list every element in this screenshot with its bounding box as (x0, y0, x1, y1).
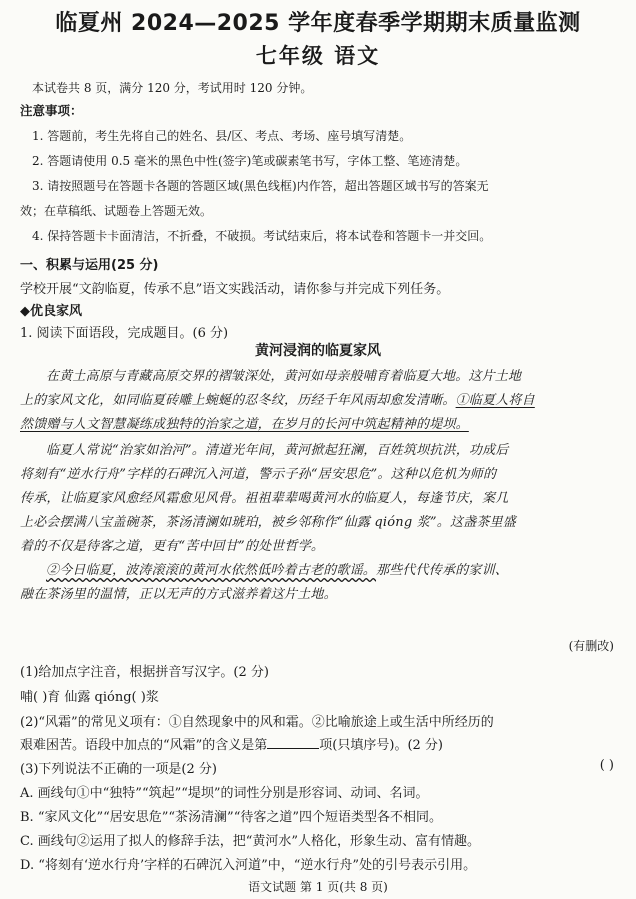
subsection-heading: ◆优良家风 (20, 304, 82, 319)
notice-item-2: 2. 答题请使用 0.5 毫米的黑色中性(签字)笔或碳素笔书写，字体工整、笔迹清楚。 (32, 154, 468, 168)
option-a: A. 画线句①中“独特”“筑起”“堤坝”的词性分别是形容词、动词、名词。 (20, 786, 429, 801)
passage-line: 将刻有“逆水行舟”字样的石碑沉入河道，警示子孙“居安思危”。这种以危机为师的 (20, 467, 497, 482)
question-text: 项(只填序号)。(2 分) (319, 738, 443, 753)
passage-credit: (有删改) (568, 639, 614, 653)
question-text: 艰难困苦。语段中加点的“风霜”的含义是第 (20, 738, 268, 753)
question-1-1: (1)给加点字注音，根据拼音写汉字。(2 分) (20, 665, 269, 680)
option-c: C. 画线句②运用了拟人的修辞手法，把“黄河水”人格化，形象生动、富有情趣。 (20, 834, 481, 849)
option-b: B. “家风文化”“居安思危”“茶汤清澜”“待客之道”四个短语类型各不相同。 (20, 810, 442, 825)
exam-subtitle: 七年级 语文 (255, 44, 381, 68)
underlined-sentence-1-cont: 然馈赠与人文智慧凝练成独特的治家之道，在岁月的长河中筑起精神的堤坝。 (20, 417, 469, 432)
option-d: D. “将刻有‘逆水行舟’字样的石碑沉入河道”中，“逆水行舟”处的引号表示引用。 (20, 858, 477, 873)
notice-item-1: 1. 答题前，考生先将自己的姓名、县/区、考点、考场、座号填写清楚。 (32, 129, 412, 143)
page-footer: 语文试题 第 1 页(共 8 页) (248, 880, 388, 894)
question-1-2-cont (20, 734, 443, 753)
question-1-1-items: 哺( )育 仙露 qióng( )浆 (20, 690, 159, 705)
passage-text: 上的家风文化，如同临夏砖雕上蜿蜒的忍冬纹，历经千年风雨却愈发清晰。 (20, 393, 456, 408)
passage-line (46, 559, 636, 578)
question-1-2: (2)“风霜”的常见义项有：①自然现象中的风和霜。②比喻旅途上或生活中所经历的 (20, 715, 494, 730)
passage-line: 上必会摆满八宝盖碗茶，茶汤清澜如琥珀，被乡邻称作“仙露 qióng 浆”。这盏茶里盛 (20, 515, 516, 530)
passage-title: 黄河浸润的临夏家风 (255, 343, 381, 359)
notice-item-3-cont: 效；在草稿纸、试题卷上答题无效。 (20, 204, 213, 218)
exam-title: 临夏州 2024—2025 学年度春季学期期末质量监测 (55, 11, 581, 36)
notice-heading: 注意事项： (20, 103, 83, 118)
passage-text: 那些代代传承的家训、 (376, 563, 509, 578)
passage-line: 传承，让临夏家风愈经风霜愈见风骨。祖祖辈辈喝黄河水的临夏人，每逢节庆，案几 (20, 491, 509, 506)
passage-line: 临夏人常说“治家如治河”。清道光年间，黄河掀起狂澜，百姓筑坝抗洪，功成后 (46, 443, 509, 458)
question-1-prompt: 1. 阅读下面语段，完成题目。(6 分) (20, 326, 229, 341)
section-heading: 一、积累与运用(25 分) (20, 258, 159, 273)
exam-intro: 本试卷共 8 页，满分 120 分，考试用时 120 分钟。 (32, 81, 313, 95)
answer-blank (267, 748, 319, 749)
notice-item-4: 4. 保持答题卡卡面清洁，不折叠，不破损。考试结束后，将本试卷和答题卡一并交回。 (32, 229, 492, 243)
underlined-sentence-2: ②今日临夏，波涛滚滚的黄河水依然低吟着古老的歌谣。 (46, 563, 377, 578)
passage-line: 着的不仅是待客之道，更有“苦中回甘”的处世哲学。 (20, 539, 325, 554)
section-intro: 学校开展“文韵临夏，传承不息”语文实践活动，请你参与并完成下列任务。 (20, 282, 450, 297)
passage-line: 融在茶汤里的温情，正以无声的方式滋养着这片土地。 (20, 587, 337, 602)
question-1-3: (3)下列说法不正确的一项是(2 分) (20, 762, 217, 777)
notice-item-3: 3. 请按照题号在答题卡各题的答题区域(黑色线框)内作答，超出答题区域书写的答案无 (32, 179, 489, 193)
answer-paren: ( ) (599, 758, 614, 773)
passage-line (20, 389, 620, 408)
underlined-sentence-1: ①临夏人将自 (455, 393, 535, 408)
passage-line: 在黄土高原与青藏高原交界的褶皱深处，黄河如母亲般哺育着临夏大地。这片土地 (46, 369, 522, 384)
